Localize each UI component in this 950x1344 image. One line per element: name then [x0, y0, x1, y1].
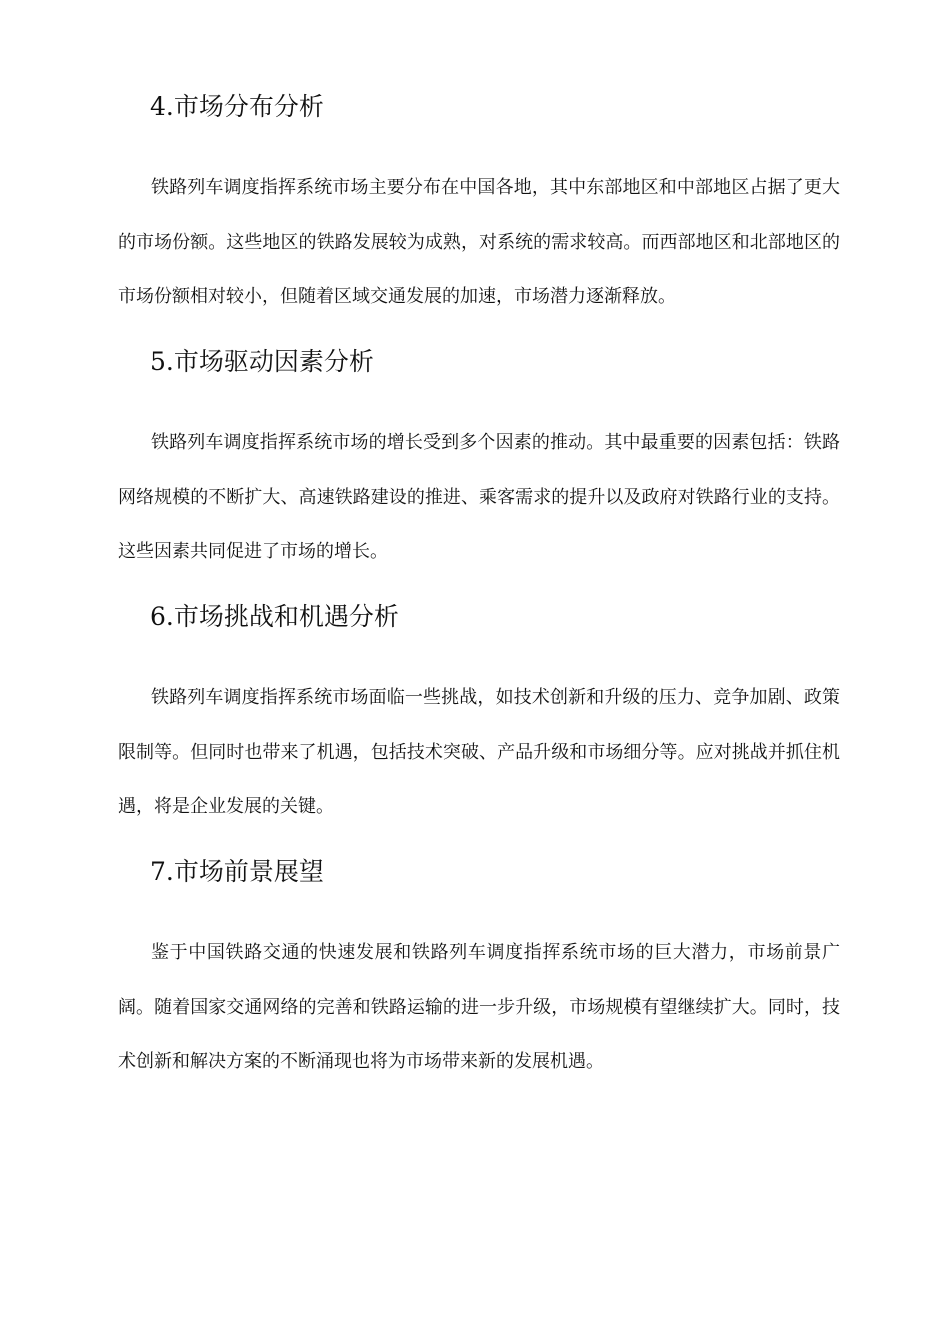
section-heading-market-outlook: 7.市场前景展望: [150, 857, 324, 886]
section-body-market-drivers: 铁路列车调度指挥系统市场的增长受到多个因素的推动。其中最重要的因素包括：铁路网络规模的不断扩大、高速铁路建设的推进、乘客需求的提升以及政府对铁路行业的支持。这些因素共同促进了市场的增长。: [118, 432, 840, 562]
section-body-market-distribution: 铁路列车调度指挥系统市场主要分布在中国各地，其中东部地区和中部地区占据了更大的市场份额。这些地区的铁路发展较为成熟，对系统的需求较高。而西部地区和北部地区的市场份额相对较小，但随着区域交通发展的加速，市场潜力逐渐释放。: [118, 177, 840, 307]
section-body-challenges-opportunities: 铁路列车调度指挥系统市场面临一些挑战，如技术创新和升级的压力、竞争加剧、政策限制等。但同时也带来了机遇，包括技术突破、产品升级和市场细分等。应对挑战并抓住机遇，将是企业发展的关键。: [118, 687, 840, 817]
section-heading-challenges-opportunities: 6.市场挑战和机遇分析: [150, 602, 399, 631]
section-body-market-outlook: 鉴于中国铁路交通的快速发展和铁路列车调度指挥系统市场的巨大潜力，市场前景广阔。随着国家交通网络的完善和铁路运输的进一步升级，市场规模有望继续扩大。同时，技术创新和解决方案的不断涌现也将为市场带来新的发展机遇。: [118, 942, 840, 1072]
section-heading-market-distribution: 4.市场分布分析: [150, 92, 324, 121]
section-heading-market-drivers: 5.市场驱动因素分析: [150, 347, 374, 376]
